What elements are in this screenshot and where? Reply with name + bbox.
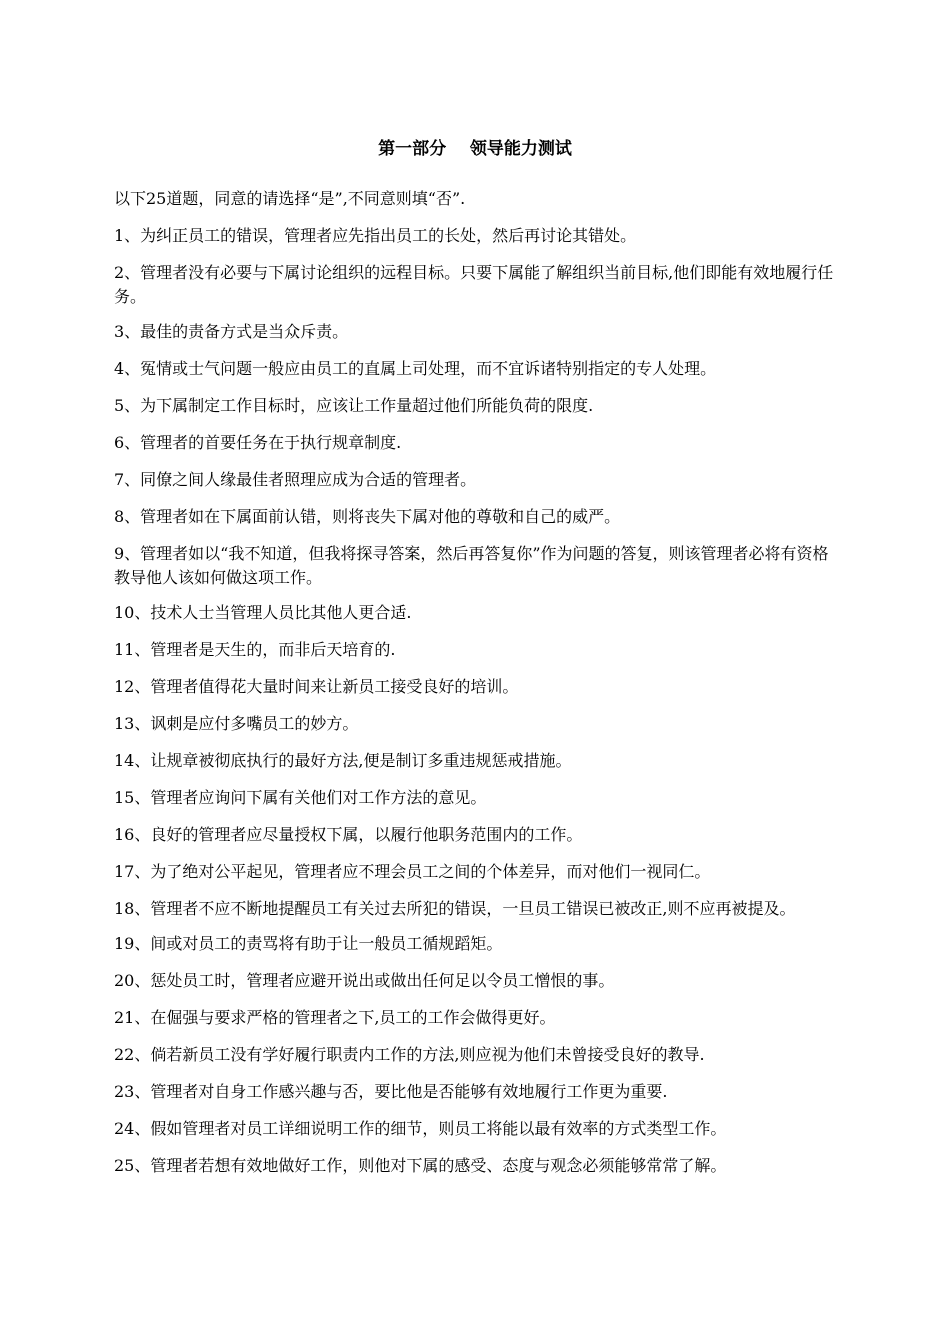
question-item: 25、管理者若想有效地做好工作，则他对下属的感受、态度与观念必须能够常常了解。 xyxy=(114,1156,727,1175)
question-item: 7、同僚之间人缘最佳者照理应成为合适的管理者。 xyxy=(114,470,477,489)
question-item: 4、冤情或士气问题一般应由员工的直属上司处理，而不宜诉诸特别指定的专人处理。 xyxy=(114,359,717,378)
question-item: 15、管理者应询问下属有关他们对工作方法的意见。 xyxy=(114,788,487,807)
question-item: 6、管理者的首要任务在于执行规章制度. xyxy=(114,433,402,452)
question-item: 2、管理者没有必要与下属讨论组织的远程目标。只要下属能了解组织当前目标,他们即能有效地履行任务。 xyxy=(114,263,834,306)
question-item: 21、在倔强与要求严格的管理者之下,员工的工作会做得更好。 xyxy=(114,1008,556,1027)
question-item: 3、最佳的责备方式是当众斥责。 xyxy=(114,322,349,341)
question-item: 12、管理者值得花大量时间来让新员工接受良好的培训。 xyxy=(114,677,519,696)
question-list xyxy=(114,224,842,1191)
question-item: 9、管理者如以“我不知道，但我将探寻答案，然后再答复你”作为问题的答复，则该管理者必将有资格教导他人该如何做这项工作。 xyxy=(114,544,829,587)
question-item: 19、间或对员工的责骂将有助于让一般员工循规蹈矩。 xyxy=(114,934,503,953)
question-item: 10、技术人士当管理人员比其他人更合适. xyxy=(114,603,412,622)
question-item: 14、让规章被彻底执行的最好方法,便是制订多重违规惩戒措施。 xyxy=(114,751,572,770)
question-item: 5、为下属制定工作目标时，应该让工作量超过他们所能负荷的限度. xyxy=(114,396,594,415)
question-item: 18、管理者不应不断地提醒员工有关过去所犯的错误，一旦员工错误已被改正,则不应再被提及。 xyxy=(114,899,796,918)
question-item: 11、管理者是天生的，而非后天培育的. xyxy=(114,640,396,659)
question-item: 13、讽刺是应付多嘴员工的妙方。 xyxy=(114,714,359,733)
instructions: 以下25道题，同意的请选择“是”,不同意则填“否”. xyxy=(114,189,466,208)
question-item: 24、假如管理者对员工详细说明工作的细节，则员工将能以最有效率的方式类型工作。 xyxy=(114,1119,727,1138)
question-item: 16、良好的管理者应尽量授权下属，以履行他职务范围内的工作。 xyxy=(114,825,583,844)
question-item: 1、为纠正员工的错误，管理者应先指出员工的长处，然后再讨论其错处。 xyxy=(114,226,637,245)
question-item: 20、惩处员工时，管理者应避开说出或做出任何足以令员工憎恨的事。 xyxy=(114,971,615,990)
question-item: 22、倘若新员工没有学好履行职责内工作的方法,则应视为他们未曾接受良好的教导. xyxy=(114,1045,705,1064)
question-item: 23、管理者对自身工作感兴趣与否，要比他是否能够有效地履行工作更为重要. xyxy=(114,1082,668,1101)
page-title: 第一部分 领导能力测试 xyxy=(378,139,572,159)
question-item: 17、为了绝对公平起见，管理者应不理会员工之间的个体差异，而对他们一视同仁。 xyxy=(114,862,711,881)
question-item: 8、管理者如在下属面前认错，则将丧失下属对他的尊敬和自己的威严。 xyxy=(114,507,621,526)
